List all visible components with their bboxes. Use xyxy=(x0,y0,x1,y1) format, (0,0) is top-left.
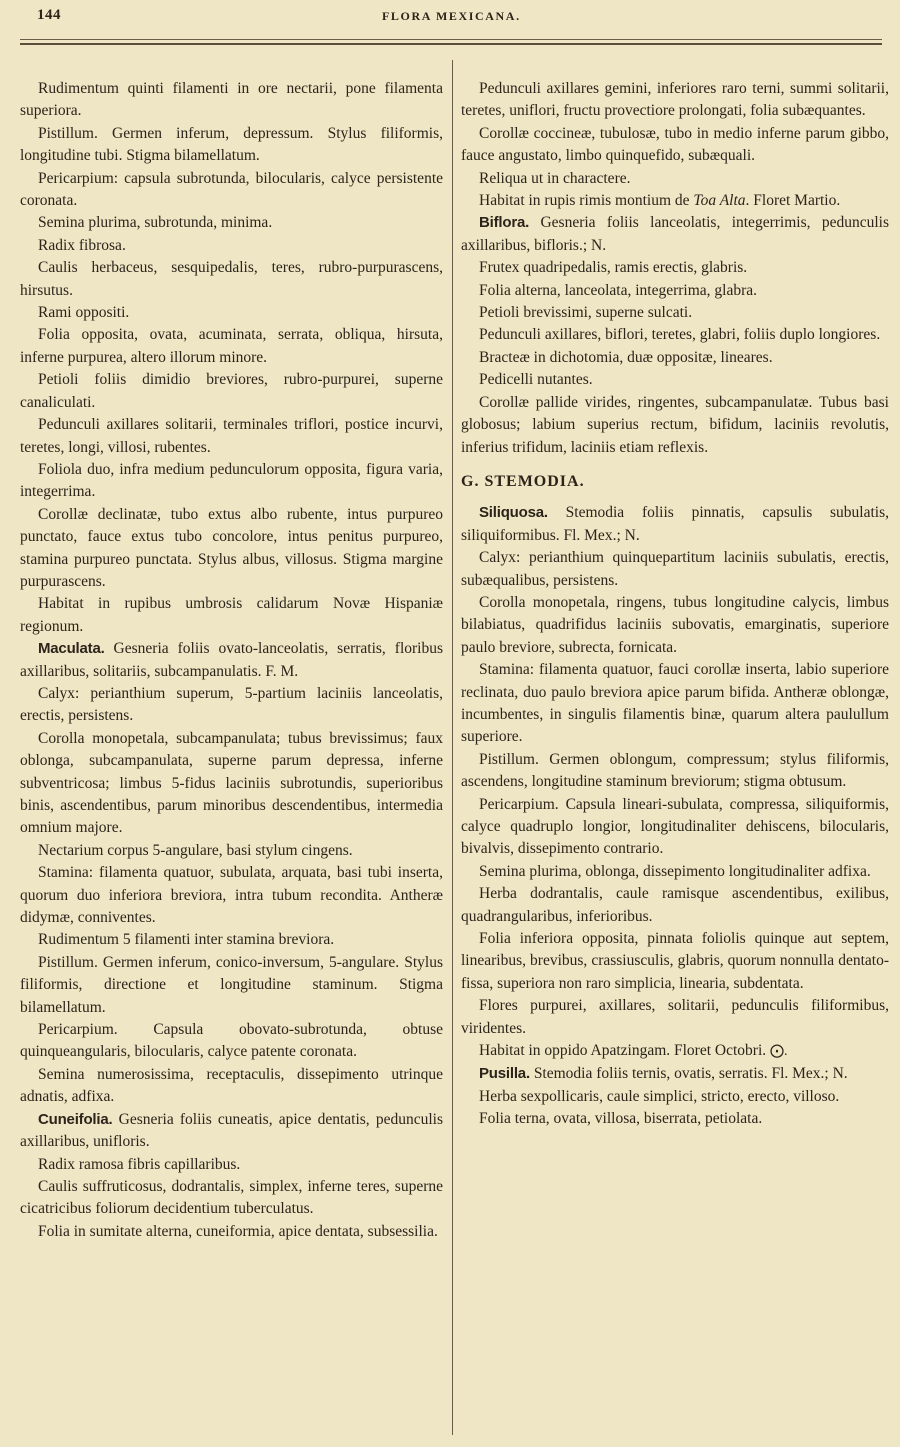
species-name: Cuneifolia. xyxy=(38,1110,113,1128)
header-rule-thick xyxy=(20,43,882,45)
paragraph: Pericarpium. Capsula obovato-subrotunda, obtuse quinqueangularis, bilocularis, calyce patente coronata. xyxy=(20,1021,443,1061)
paragraph: Folia opposita, ovata, acuminata, serrata, obliqua, hirsuta, inferne purpurea, altero illorum minore. xyxy=(20,326,443,366)
place-name: Toa Alta xyxy=(693,192,746,210)
paragraph: Corolla monopetala, ringens, tubus longitudine calycis, limbus bilabiatus, quadrifidus laciniis subovatis, emarginatis, superiore paulo breviore, subrecta, fornicata. xyxy=(461,593,889,656)
species-entry-cuneifolia xyxy=(20,1109,443,1154)
paragraph: Herba sexpollicaris, caule simplici, stricto, erecto, villoso. xyxy=(479,1087,840,1105)
species-entry-maculata xyxy=(20,638,443,683)
paragraph: Habitat in rupibus umbrosis calidarum Novæ Hispaniæ regionum. xyxy=(20,595,443,635)
paragraph: Semina plurima, subrotunda, minima. xyxy=(38,214,273,232)
habitat-text-end: . Floret Martio. xyxy=(745,192,841,210)
section-title: G. STEMODIA. xyxy=(461,472,585,490)
paragraph: Pericarpium. Capsula lineari-subulata, compressa, siliquiformis, calyce quadruplo longior, longitudinaliter dehiscens, bilocularis, bivalvis, dissepimento contrario. xyxy=(461,795,889,858)
paragraph: Folia in sumitate alterna, cuneiformia, apice dentata, subsessilia. xyxy=(38,1222,438,1240)
paragraph: Pedunculi axillares, biflori, teretes, glabri, foliis duplo longiores. xyxy=(479,326,881,344)
paragraph: Caulis herbaceus, sesquipedalis, teres, rubro-purpurascens, hirsutus. xyxy=(20,259,443,299)
left-column xyxy=(20,78,443,1243)
header-rule-thin xyxy=(20,39,882,40)
habitat-paragraph xyxy=(461,190,889,212)
paragraph: Pedicelli nutantes. xyxy=(479,371,593,389)
paragraph: Folia alterna, lanceolata, integerrima, glabra. xyxy=(479,281,758,299)
paragraph: Petioli foliis dimidio breviores, rubro-purpurei, superne canaliculati. xyxy=(20,371,443,411)
paragraph: Calyx: perianthium superum, 5-partium laciniis lanceolatis, erectis, persistens. xyxy=(20,684,443,725)
paragraph: Reliqua ut in charactere. xyxy=(479,169,631,187)
paragraph: Pistillum. Germen inferum, depressum. Stylus filiformis, longitudine tubi. Stigma bilamellatum. xyxy=(20,124,443,165)
paragraph: Radix ramosa fibris capillaribus. xyxy=(38,1155,241,1173)
species-name: Biflora. xyxy=(479,214,530,232)
running-title: FLORA MEXICANA. xyxy=(382,9,521,23)
paragraph: Corollæ coccineæ, tubulosæ, tubo in medio inferne parum gibbo, fauce angustato, limbo quinquefido, subæquali. xyxy=(461,124,889,165)
species-name: Pusilla. xyxy=(479,1065,530,1083)
paragraph: Nectarium corpus 5-angulare, basi stylum cingens. xyxy=(38,841,353,859)
paragraph: Stamina: filamenta quatuor, subulata, arquata, basi tubi inserta, quorum duo inferiora breviora, intra tubum recondita. Antheræ didymæ, conniventes. xyxy=(20,864,443,927)
species-description: Gesneria foliis cuneatis, apice dentatis, pedunculis axillaribus, unifloris. xyxy=(20,1110,444,1151)
paragraph: Bracteæ in dichotomia, duæ oppositæ, lineares. xyxy=(479,348,773,366)
habitat-text: Habitat in oppido Apatzingam. Floret Octobri. xyxy=(479,1042,767,1060)
paragraph: Corollæ pallide virides, ringentes, subcampanulatæ. Tubus basi globosus; labium superius rectum, bifidum, laciniis revolutis, inferius trifidum, laciniis etiam reflexis. xyxy=(461,393,889,456)
species-entry-biflora xyxy=(461,212,889,257)
right-column xyxy=(461,78,889,1131)
paragraph: Herba dodrantalis, caule ramisque ascendentibus, exilibus, quadrangularibus, inferioribus. xyxy=(461,885,889,925)
column-divider xyxy=(452,60,453,1435)
paragraph: Corolla monopetala, subcampanulata; tubus brevissimus; faux oblonga, subcampanulata, superne parum depressa, inferne subventricosa; limbus 5-fidus laciniis subrotundis, superioribus binis, ascendentibus, parum minoribus descendentibus, intermedia omnium majore. xyxy=(20,729,443,837)
paragraph: Corollæ declinatæ, tubo extus albo rubente, intus purpureo punctato, fauce extus tubo concolore, intus penitus purpureo, stamina purpureo punctata. Stylus albus, villosus. Stigma margine purpurascens. xyxy=(20,505,443,590)
paragraph: Radix fibrosa. xyxy=(38,236,126,254)
paragraph: Stamina: filamenta quatuor, fauci corollæ inserta, labio superiore reclinata, duo paulo breviora apice parum bifida. Antheræ oblongæ, incumbentes, in singulis filamentis binæ, quarum altera paulullum superiore. xyxy=(461,661,889,746)
paragraph: Semina numerosissima, receptaculis, dissepimento utrinque adnatis, adfixa. xyxy=(20,1065,443,1106)
species-description: Stemodia foliis ternis, ovatis, serratis. Fl. Mex.; N. xyxy=(533,1065,848,1083)
paragraph: Rami oppositi. xyxy=(38,304,130,322)
paragraph: Pistillum. Germen oblongum, compressum; stylus filiformis, ascendens, longitudine staminum breviorum; stigma obtusum. xyxy=(461,750,889,791)
perennial-symbol: ⨀. xyxy=(770,1044,788,1060)
page-number: 144 xyxy=(37,7,61,23)
paragraph: Rudimentum quinti filamenti in ore nectarii, pone filamenta superiora. xyxy=(20,80,443,120)
paragraph: Rudimentum 5 filamenti inter stamina breviora. xyxy=(38,931,335,949)
paragraph: Pistillum. Germen inferum, conico-inversum, 5-angulare. Stylus filiformis, directione et longitudine staminum. Stigma bilamellatum. xyxy=(20,953,443,1016)
species-description: Stemodia foliis pinnatis, capsulis subulatis, siliquiformibus. Fl. Mex.; N. xyxy=(461,504,890,544)
paragraph: Folia inferiora opposita, pinnata foliolis quinque aut septem, linearibus, brevibus, crassiusculis, glabris, quorum nonnulla dentato-fissa, superiora non raro simplicia, linearia, subdentata. xyxy=(461,930,889,992)
species-entry-pusilla xyxy=(461,1063,889,1085)
habitat-paragraph xyxy=(461,1040,889,1063)
page-header xyxy=(0,0,900,40)
species-description: Gesneria foliis lanceolatis, integerrimis, pedunculis axillaribus, bifloris.; N. xyxy=(461,214,890,254)
paragraph: Folia terna, ovata, villosa, biserrata, petiolata. xyxy=(479,1110,763,1128)
paragraph: Pericarpium: capsula subrotunda, bilocularis, calyce persistente coronata. xyxy=(20,169,443,210)
paragraph: Pedunculi axillares gemini, inferiores raro terni, summi solitarii, teretes, uniflori, fructu provectiore prolongati, folia subæquantes. xyxy=(461,80,889,120)
paragraph: Foliola duo, infra medium pedunculorum opposita, figura varia, integerrima. xyxy=(20,460,443,501)
paragraph: Pedunculi axillares solitarii, terminales triflori, postice incurvi, teretes, longi, villosi, rubentes. xyxy=(20,416,443,456)
paragraph: Flores purpurei, axillares, solitarii, pedunculis filiformibus, viridentes. xyxy=(461,997,889,1037)
species-name: Siliquosa. xyxy=(479,504,548,522)
species-entry-siliquosa xyxy=(461,502,889,547)
habitat-text: Habitat in rupis rimis montium de xyxy=(479,192,690,210)
species-description: Gesneria foliis ovato-lanceolatis, serratis, floribus axillaribus, solitariis, subcampanulatis. F. M. xyxy=(20,640,444,680)
paragraph: Frutex quadripedalis, ramis erectis, glabris. xyxy=(479,259,748,277)
species-name: Maculata. xyxy=(38,640,105,658)
paragraph: Caulis suffruticosus, dodrantalis, simplex, inferne teres, superne cicatricibus foliorum decidentium tuberculatus. xyxy=(20,1177,443,1218)
paragraph: Calyx: perianthium quinquepartitum laciniis subulatis, erectis, subæqualibus, persistens. xyxy=(461,549,889,589)
paragraph: Semina plurima, oblonga, dissepimento longitudinaliter adfixa. xyxy=(479,862,871,880)
paragraph: Petioli brevissimi, superne sulcati. xyxy=(479,304,693,322)
